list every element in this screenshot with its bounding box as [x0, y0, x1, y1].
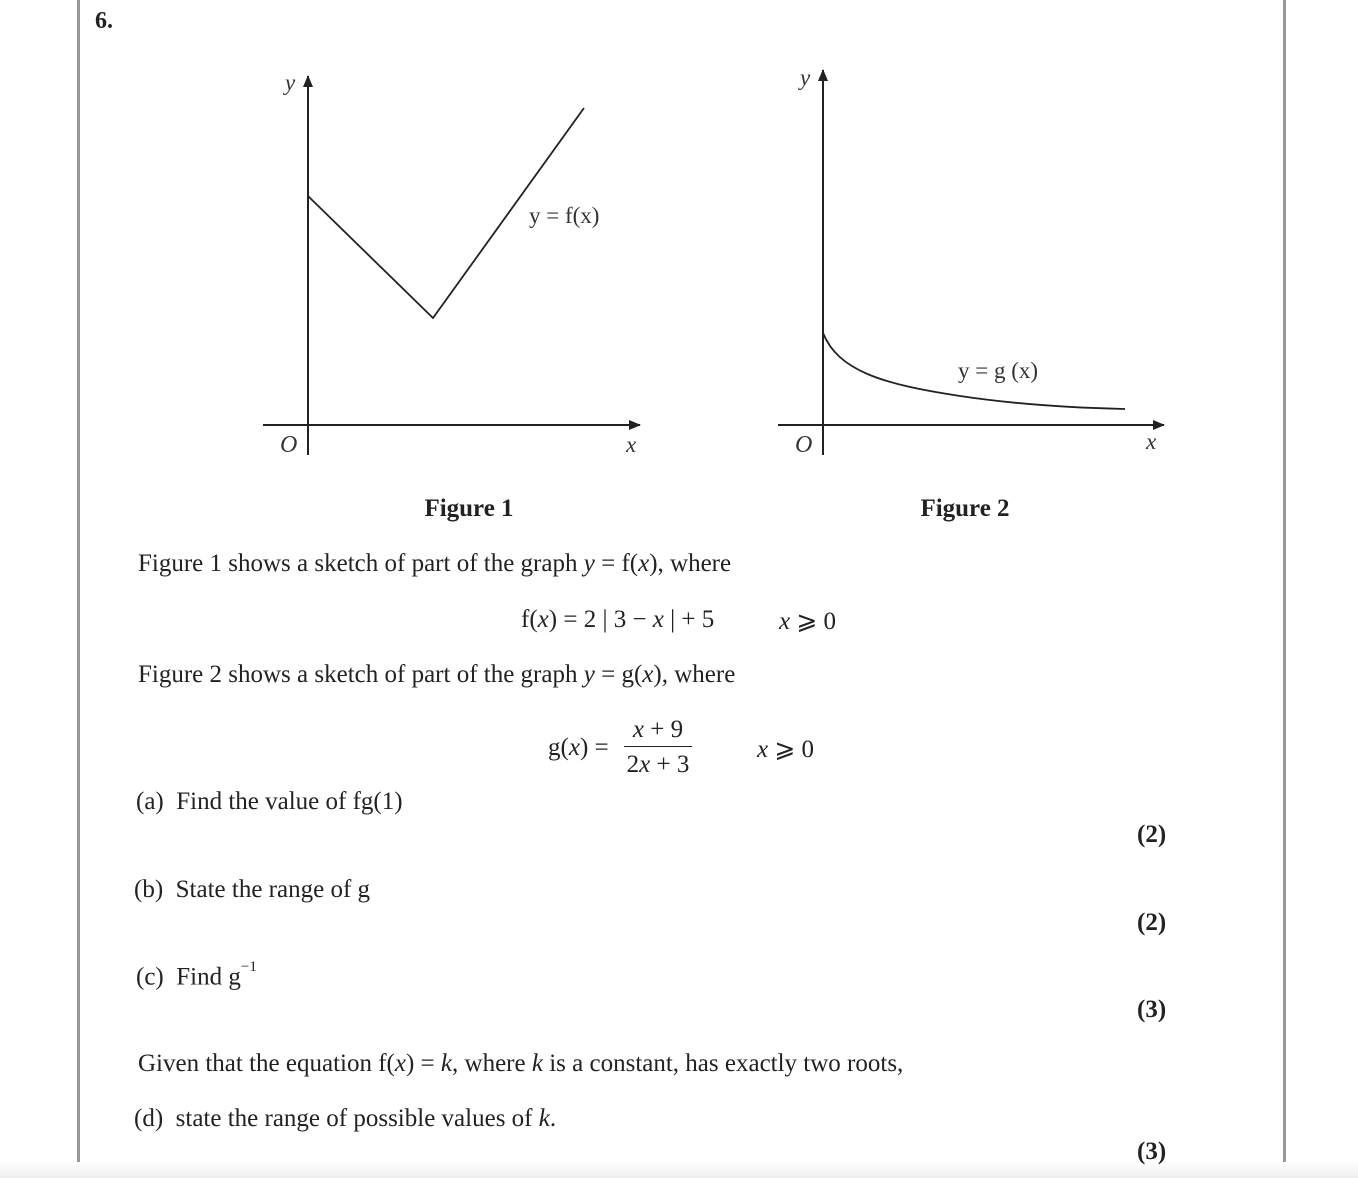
figure-2-curve-label: y = g (x)	[958, 358, 1039, 383]
part-b: (b) State the range of g	[134, 876, 371, 903]
part-a: (a) Find the value of fg(1)	[136, 788, 403, 815]
part-a-marks: (2)	[1137, 821, 1167, 848]
fraction-bar	[624, 746, 692, 747]
part-c: (c) Find $g^{-1}$	[136, 959, 257, 991]
given-statement: Given that the equation f(x) = k, where k is a constant, has exactly two roots,	[138, 1050, 904, 1077]
g-denominator: 2x + 3	[626, 751, 690, 778]
figure-1-x-label: x	[626, 432, 637, 457]
figure-1-curve-label: y = f(x)	[529, 203, 600, 228]
intro-figure-2: Figure 2 shows a sketch of part of the graph y = g(x), where	[138, 661, 736, 688]
figure-1-y-label: y	[285, 70, 296, 95]
figure-2-graph	[778, 65, 1164, 458]
g-domain: x ⩾ 0	[757, 736, 815, 763]
part-b-marks: (2)	[1137, 909, 1167, 936]
question-number: 6.	[95, 8, 113, 34]
intro-figure-1: Figure 1 shows a sketch of part of the graph y = f(x), where	[138, 550, 732, 577]
figure-2-y-label: y	[800, 65, 811, 90]
figure-1-graph	[263, 70, 640, 458]
part-d-marks: (3)	[1137, 1138, 1167, 1165]
g-numerator: x + 9	[632, 716, 684, 743]
part-c-marks: (3)	[1137, 996, 1167, 1023]
figure-2-caption: Figure 2	[920, 495, 1010, 522]
g-definition-fraction	[622, 716, 694, 779]
figure-1-origin-label: O	[280, 432, 298, 458]
f-definition: f(x) = 2 | 3 − x | + 5	[521, 606, 715, 633]
g-definition-lhs: g(x) =	[548, 734, 609, 761]
figure-2-origin-label: O	[795, 432, 813, 458]
figure-1-caption: Figure 1	[424, 495, 514, 522]
part-d: (d) state the range of possible values of k.	[134, 1105, 557, 1132]
f-domain: x ⩾ 0	[779, 608, 837, 635]
figure-2-x-label: x	[1146, 429, 1157, 454]
figures-svg	[0, 0, 1358, 480]
